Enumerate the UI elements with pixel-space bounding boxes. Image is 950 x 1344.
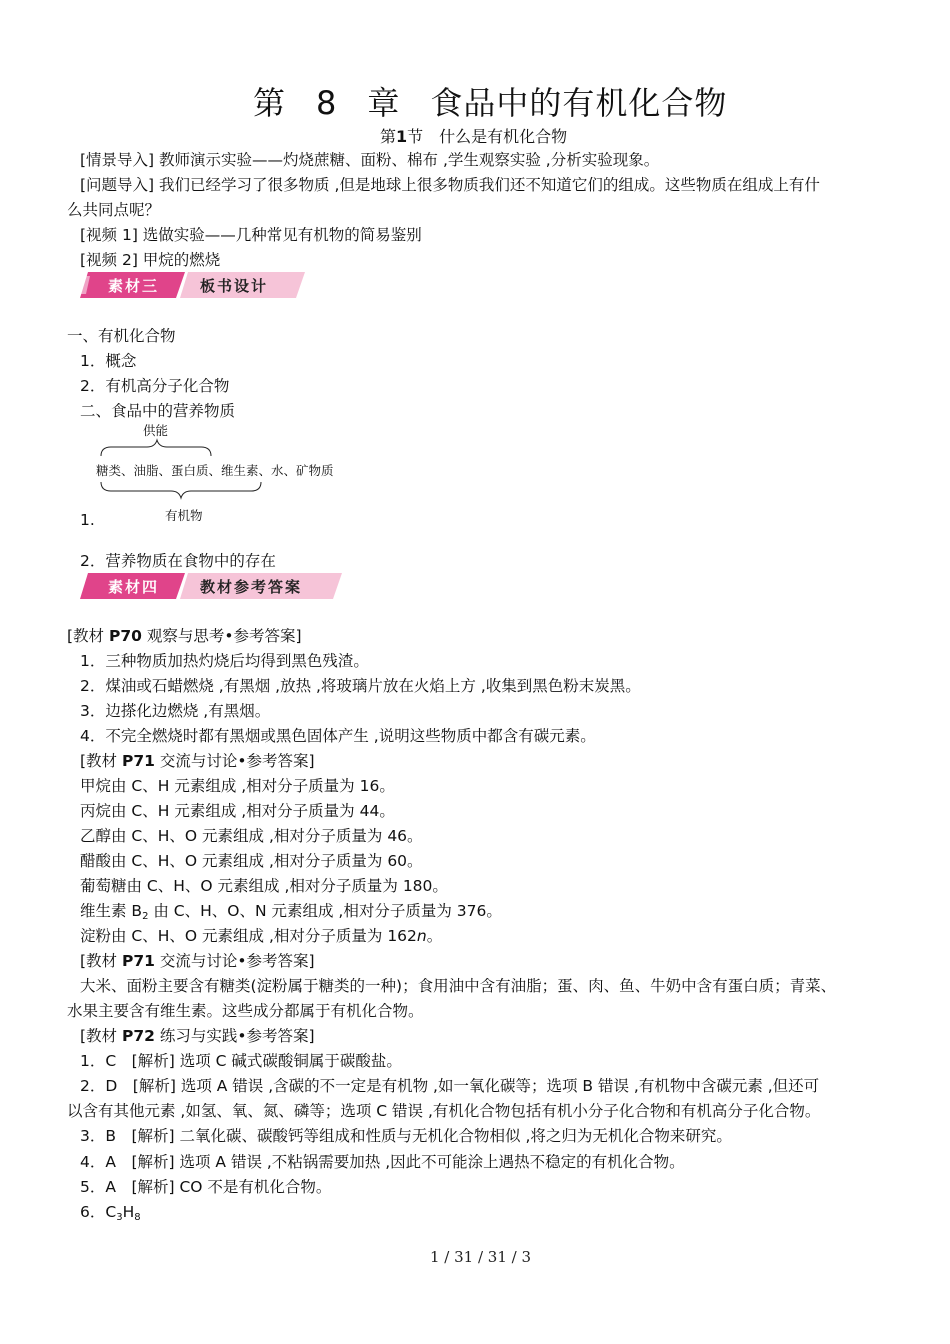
intro-question: [问题导入] 我们已经学习了很多物质 ,但是地球上很多物质我们还不知道它们的组成。这些物质在组成上有什 (80, 176, 820, 194)
p71-glucose: 葡萄糖由 C、H、O 元素组成 ,相对分子质量为 180。 (80, 877, 448, 895)
p71-food-line-2: 水果主要含有维生素。这些成分都属于有机化合物。 (67, 1002, 424, 1020)
heading-pre: [教材 (67, 627, 109, 645)
diagram-main-text: 糖类、油脂、蛋白质、维生素、水、矿物质 (96, 463, 334, 478)
p70-answer-1: 1．三种物质加热灼烧后均得到黑色残渣。 (80, 652, 369, 670)
chapter-name: 食品中的有机化合物 (430, 84, 728, 122)
outline-heading-1: 一、有机化合物 (67, 327, 176, 345)
p72-answer-2: 2．D [解析] 选项 A 错误 ,含碳的不一定是有机物 ,如一氧化碳等；选项 B 错误 ,有机物中含碳元素 ,但还可 (80, 1077, 820, 1095)
heading-post: 交流与讨论•参考答案] (154, 752, 315, 770)
banner-tag: 素材三 (108, 277, 160, 295)
p71-ethanol: 乙醇由 C、H、O 元素组成 ,相对分子质量为 46。 (80, 827, 423, 845)
q6-mid: H (122, 1203, 135, 1221)
p72-answer-4: 4．A [解析] 选项 A 错误 ,不粘锅需要加热 ,因此不可能涂上遇热不稳定的有机化合物。 (80, 1153, 685, 1171)
diagram-bottom-label: 有机物 (165, 508, 203, 523)
starch-pre: 淀粉由 C、H、O 元素组成 ,相对分子质量为 162 (80, 927, 417, 945)
chapter-number: 8 (316, 84, 338, 122)
diagram-item-number: 1. (80, 511, 95, 529)
p72-answer-2-cont: 以含有其他元素 ,如氢、氧、氮、磷等；选项 C 错误 ,有机化合物包括有机小分子化合物和有机高分子化合物。 (67, 1102, 821, 1120)
banner-label: 教材参考答案 (200, 578, 303, 596)
p71-heading-2 (80, 951, 315, 971)
p72-heading (80, 1026, 315, 1046)
page-ref: P71 (121, 952, 155, 970)
heading-pre: [教材 (80, 952, 122, 970)
intro-video-1: [视频 1] 选做实验——几种常见有机物的简易鉴别 (80, 226, 422, 244)
page-ref: P71 (121, 752, 155, 770)
banner-reference-answers (80, 573, 342, 603)
starch-n: n (416, 927, 427, 945)
banner-tag: 素材四 (108, 578, 160, 596)
p71-propane: 丙烷由 C、H 元素组成 ,相对分子质量为 44。 (80, 802, 395, 820)
heading-post: 练习与实践•参考答案] (154, 1027, 315, 1045)
heading-pre: [教材 (80, 752, 122, 770)
p72-answer-3: 3．B [解析] 二氧化碳、碳酸钙等组成和性质与无机化合物相似 ,将之归为无机化合物来研究。 (80, 1127, 732, 1145)
q6-sub-2: 8 (134, 1212, 141, 1223)
p70-heading (67, 626, 302, 646)
intro-scenario: [情景导入] 教师演示实验——灼烧蔗糖、面粉、棉布 ,学生观察实验 ,分析实验现象。 (80, 151, 660, 169)
section-title (380, 124, 567, 147)
outline-item-2: 2．有机高分子化合物 (80, 377, 230, 395)
p71-acetic-acid: 醋酸由 C、H、O 元素组成 ,相对分子质量为 60。 (80, 852, 423, 870)
heading-pre: [教材 (80, 1027, 122, 1045)
chapter-word: 第 (253, 84, 287, 122)
chapter-title (253, 78, 727, 124)
section-number: 1 (396, 127, 408, 146)
p71-starch (80, 926, 442, 946)
section-prefix: 第 (380, 127, 397, 146)
p71-food-line-1: 大米、面粉主要含有糖类(淀粉属于糖类的一种)；食用油中含有油脂；蛋、肉、鱼、牛奶中含有蛋白质；青菜、 (80, 977, 837, 995)
page-footer: 1 / 31 / 31 / 3 (430, 1248, 532, 1266)
p72-answer-5: 5．A [解析] CO 不是有机化合物。 (80, 1178, 332, 1196)
outline-heading-2: 二、食品中的营养物质 (80, 402, 236, 420)
page-ref: P70 (108, 627, 142, 645)
intro-video-2: [视频 2] 甲烷的燃烧 (80, 251, 221, 269)
banner-label: 板书设计 (200, 277, 269, 295)
outline-item-3: 2．营养物质在食物中的存在 (80, 552, 276, 570)
p71-methane: 甲烷由 C、H 元素组成 ,相对分子质量为 16。 (80, 777, 395, 795)
q6-pre: 6．C (80, 1203, 117, 1221)
p71-heading-1 (80, 751, 315, 771)
p70-answer-3: 3．边搽化边燃烧 ,有黑烟。 (80, 702, 271, 720)
q6-sub-1: 3 (116, 1212, 123, 1223)
banner-board-design (80, 272, 305, 302)
starch-post: 。 (426, 927, 443, 945)
section-name: 节 什么是有机化合物 (407, 127, 568, 146)
chapter-suffix: 章 (367, 84, 401, 122)
p70-answer-4: 4．不完全燃烧时都有黑烟或黑色固体产生 ,说明这些物质中都含有碳元素。 (80, 727, 596, 745)
vitamin-pre: 维生素 B (80, 902, 143, 920)
heading-post: 交流与讨论•参考答案] (154, 952, 315, 970)
diagram-top-label: 供能 (143, 423, 169, 438)
intro-question-cont: 么共同点呢？ (67, 201, 161, 219)
p72-answer-1: 1．C [解析] 选项 C 碱式碳酸铜属于碳酸盐。 (80, 1052, 402, 1070)
p70-answer-2: 2．煤油或石蜡燃烧 ,有黑烟 ,放热 ,将玻璃片放在火焰上方 ,收集到黑色粉末炭黑。 (80, 677, 641, 695)
vitamin-post: 由 C、H、O、N 元素组成 ,相对分子质量为 376。 (148, 902, 502, 920)
vitamin-subscript: 2 (142, 911, 149, 922)
outline-item-1: 1．概念 (80, 352, 137, 370)
heading-post: 观察与思考•参考答案] (141, 627, 302, 645)
page-ref: P72 (121, 1027, 155, 1045)
p71-vitamin-b2 (80, 901, 502, 927)
p72-answer-6 (80, 1202, 141, 1228)
